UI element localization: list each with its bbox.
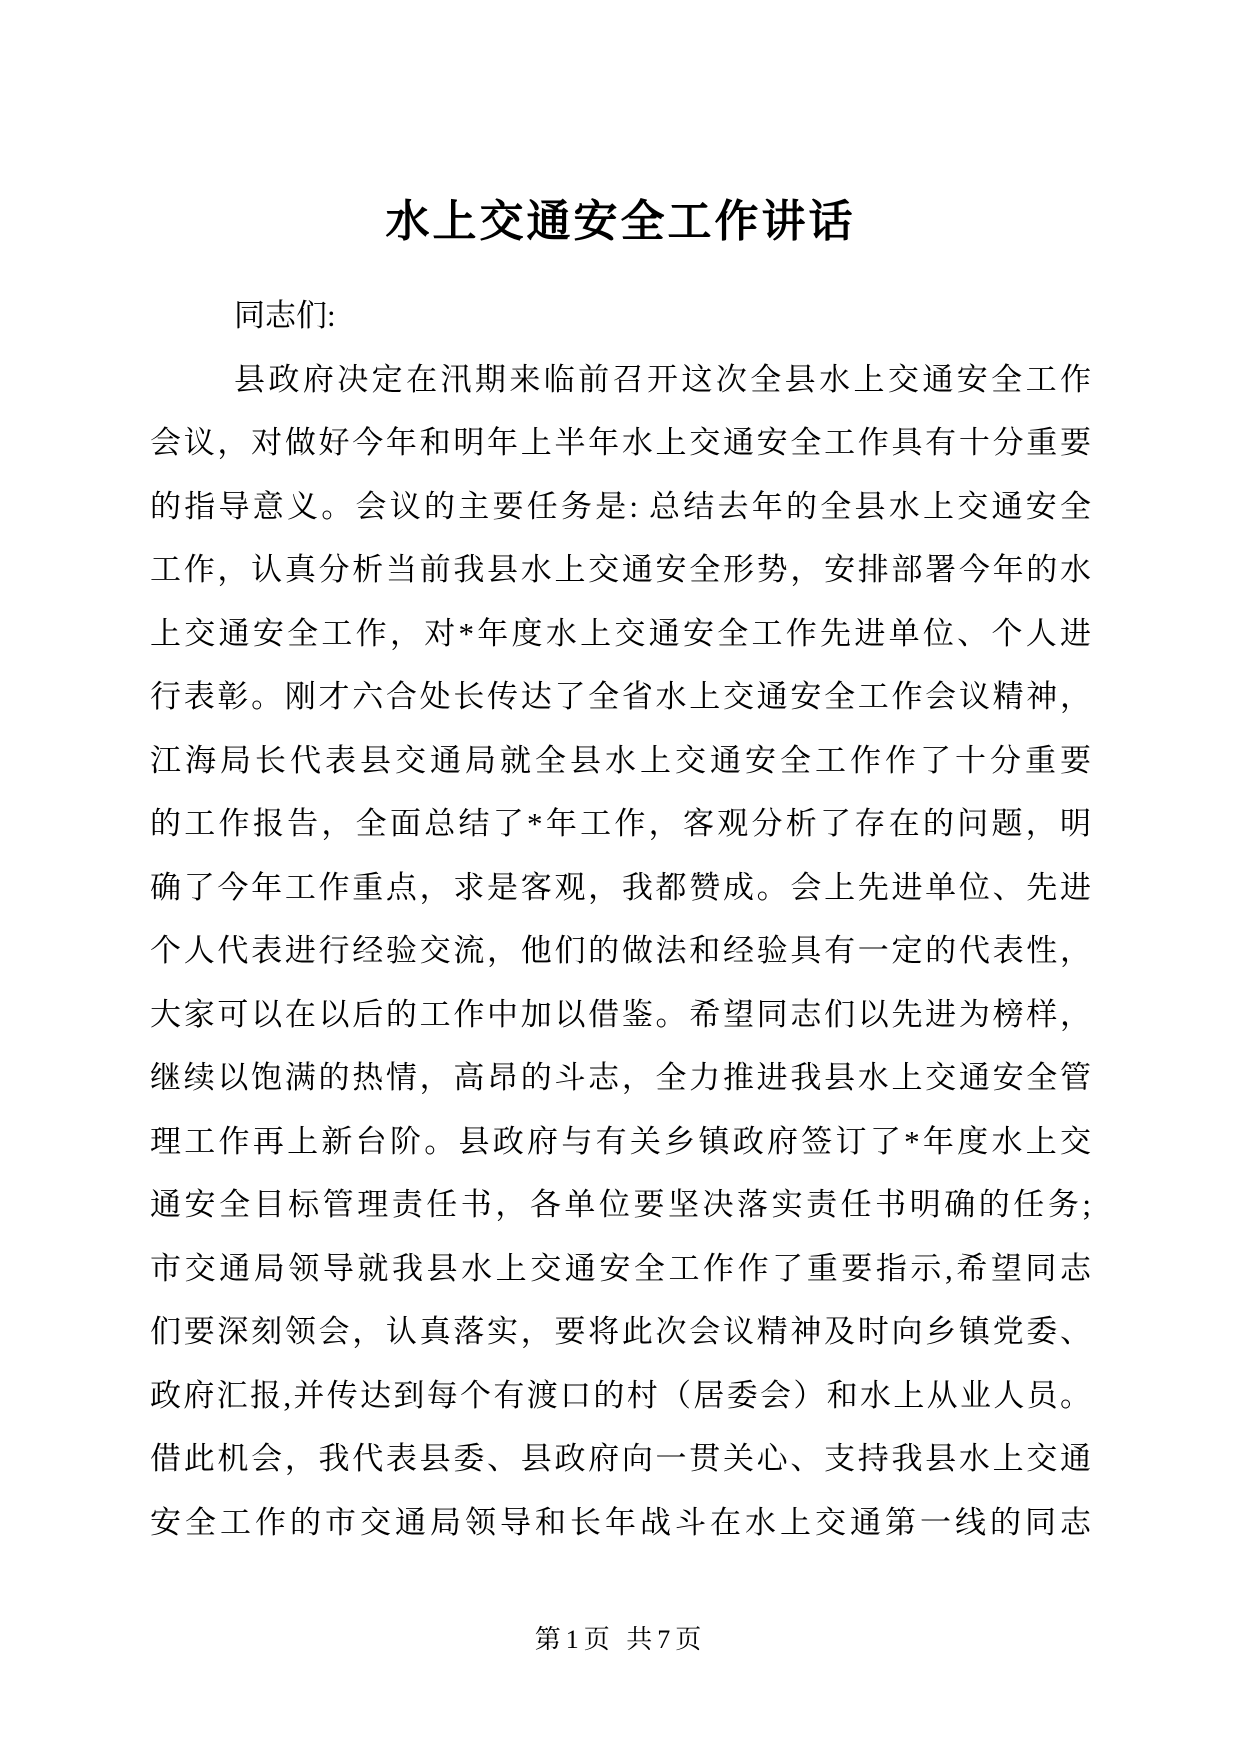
text-line: 的工作报告，全面总结了*年工作，客观分析了存在的问题，明 (150, 806, 1091, 841)
text-line: 同志们: (234, 298, 336, 333)
text-line: 的指导意义。会议的主要任务是: 总结去年的全县水上交通安全 (150, 488, 1091, 524)
text-line: 政府汇报,并传达到每个有渡口的村（居委会）和水上从业人员。 (150, 1377, 1091, 1413)
text-line: 行表彰。刚才六合处长传达了全省水上交通安全工作会议精神， (150, 679, 1091, 714)
document-title: 水上交通安全工作讲话 (385, 197, 856, 246)
text-line: 借此机会，我代表县委、县政府向一贯关心、支持我县水上交通 (150, 1441, 1091, 1476)
text-line: 工作，认真分析当前我县水上交通安全形势，安排部署今年的水 (150, 552, 1091, 587)
text-line: 江海局长代表县交通局就全县水上交通安全工作作了十分重要 (150, 742, 1091, 778)
text-line: 安全工作的市交通局领导和长年战斗在水上交通第一线的同志 (150, 1504, 1091, 1540)
text-line: 市交通局领导就我县水上交通安全工作作了重要指示,希望同志 (150, 1250, 1091, 1286)
text-line: 们要深刻领会，认真落实，要将此次会议精神及时向乡镇党委、 (150, 1314, 1091, 1349)
text-line: 大家可以在以后的工作中加以借鉴。希望同志们以先进为榜样， (150, 996, 1091, 1032)
text-line: 个人代表进行经验交流，他们的做法和经验具有一定的代表性， (150, 933, 1091, 968)
text-line: 继续以饱满的热情，高昂的斗志，全力推进我县水上交通安全管 (150, 1060, 1091, 1095)
page-footer: 第1页 共7页 (534, 1625, 707, 1654)
text-line: 会议，对做好今年和明年上半年水上交通安全工作具有十分重要 (150, 425, 1091, 460)
document-body (150, 284, 1091, 1554)
text-line: 理工作再上新台阶。县政府与有关乡镇政府签订了*年度水上交 (150, 1123, 1091, 1159)
text-line: 通安全目标管理责任书，各单位要坚决落实责任书明确的任务; (150, 1187, 1091, 1222)
text-line: 上交通安全工作，对*年度水上交通安全工作先进单位、个人进 (150, 615, 1091, 651)
text-line: 县政府决定在汛期来临前召开这次全县水上交通安全工作 (234, 361, 1091, 397)
text-line: 确了今年工作重点，求是客观，我都赞成。会上先进单位、先进 (150, 869, 1091, 905)
